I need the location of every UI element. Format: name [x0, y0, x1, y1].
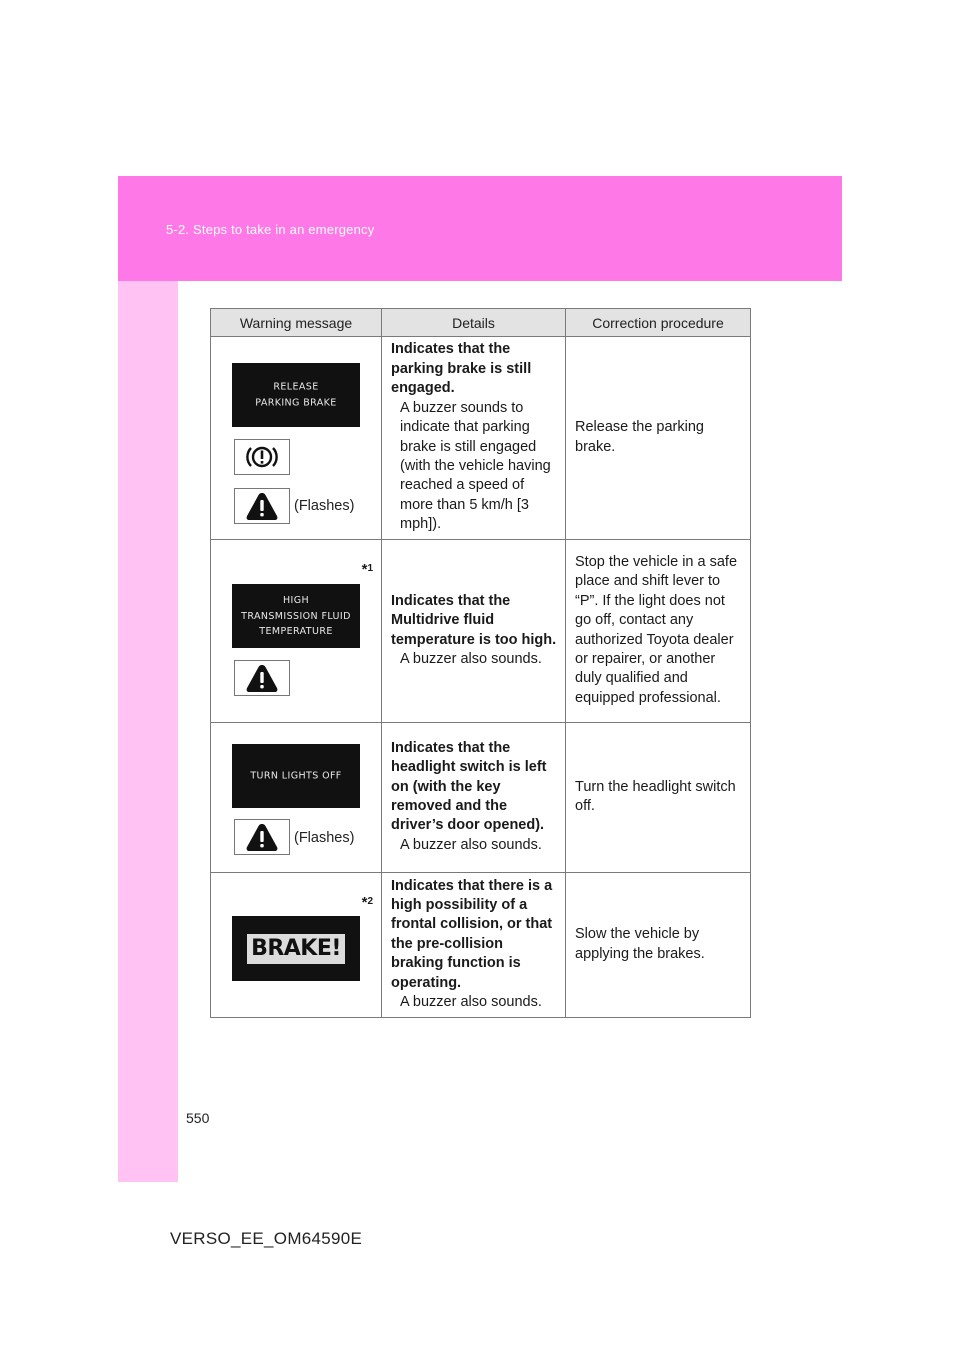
table-row [211, 873, 751, 1018]
table-header-row [211, 309, 751, 337]
details-summary: Indicates that there is a high possibility of a frontal collision, or that the pre-collision braking function is operating. [391, 877, 553, 991]
brake-warning-icon [234, 439, 290, 475]
screen-line: TEMPERATURE [259, 625, 333, 637]
details-summary: Indicates that the Multidrive fluid temperature is too high. [391, 592, 557, 648]
details-cell [382, 540, 566, 723]
correction-cell: Release the parking brake. [566, 337, 751, 540]
side-band [118, 281, 178, 1182]
warning-message-table [210, 308, 751, 1018]
column-header-warning-message: Warning message [211, 309, 382, 337]
footnote-marker: *$^1$ [361, 561, 373, 578]
screen-line: PARKING BRAKE [255, 397, 337, 408]
warning-message-cell [211, 723, 382, 873]
brake-warning-label: BRAKE! [247, 934, 345, 964]
screen-line: HIGH [282, 594, 310, 606]
correction-cell: Turn the headlight switch off. [566, 723, 751, 873]
footer-code: VERSO_EE_OM64590E [170, 1229, 363, 1248]
warning-message-cell [211, 337, 382, 540]
display-screen [232, 363, 360, 427]
table-row [211, 337, 751, 540]
display-screen [232, 744, 360, 808]
details-text: A buzzer also sounds. [400, 994, 542, 1011]
warning-message-cell [211, 873, 382, 1018]
screen-line: TURN LIGHTS OFF [250, 770, 342, 782]
section-title: 5-2. Steps to take in an emergency [166, 222, 375, 237]
master-warning-icon [234, 819, 290, 855]
screen-line: TRANSMISSION FLUID [241, 610, 351, 622]
warning-message-cell [211, 540, 382, 723]
table-row [211, 540, 751, 723]
details-text: A buzzer sounds to indicate that parking brake is still engaged (with the vehicle having reached a speed of more than 5 km/h [3 mph]). [400, 399, 551, 533]
display-screen [232, 916, 360, 981]
flashes-label: (Flashes) [294, 498, 355, 514]
master-warning-icon [234, 660, 290, 696]
page-number: 550 [186, 1110, 210, 1126]
column-header-details: Details [382, 309, 566, 337]
details-cell [382, 723, 566, 873]
details-cell [382, 873, 566, 1018]
screen-line: RELEASE [273, 381, 319, 393]
correction-cell: Stop the vehicle in a safe place and shift lever to “P”. If the light does not go off, contact any authorized Toyota dealer or repairer, or another duly qualified and equipped professional. [566, 540, 751, 723]
table-row [211, 723, 751, 873]
footnote-marker: *$^2$ [361, 894, 373, 911]
details-summary: Indicates that the parking brake is still engaged. [391, 341, 532, 397]
correction-cell: Slow the vehicle by applying the brakes. [566, 873, 751, 1018]
details-summary: Indicates that the headlight switch is left on (with the key removed and the driver’s door opened). [391, 739, 547, 834]
display-screen [232, 584, 360, 648]
details-cell [382, 337, 566, 540]
details-text: A buzzer also sounds. [400, 836, 542, 853]
master-warning-icon [234, 488, 290, 524]
column-header-correction-procedure: Correction procedure [566, 309, 751, 337]
details-text: A buzzer also sounds. [400, 650, 542, 667]
flashes-label: (Flashes) [294, 830, 355, 846]
